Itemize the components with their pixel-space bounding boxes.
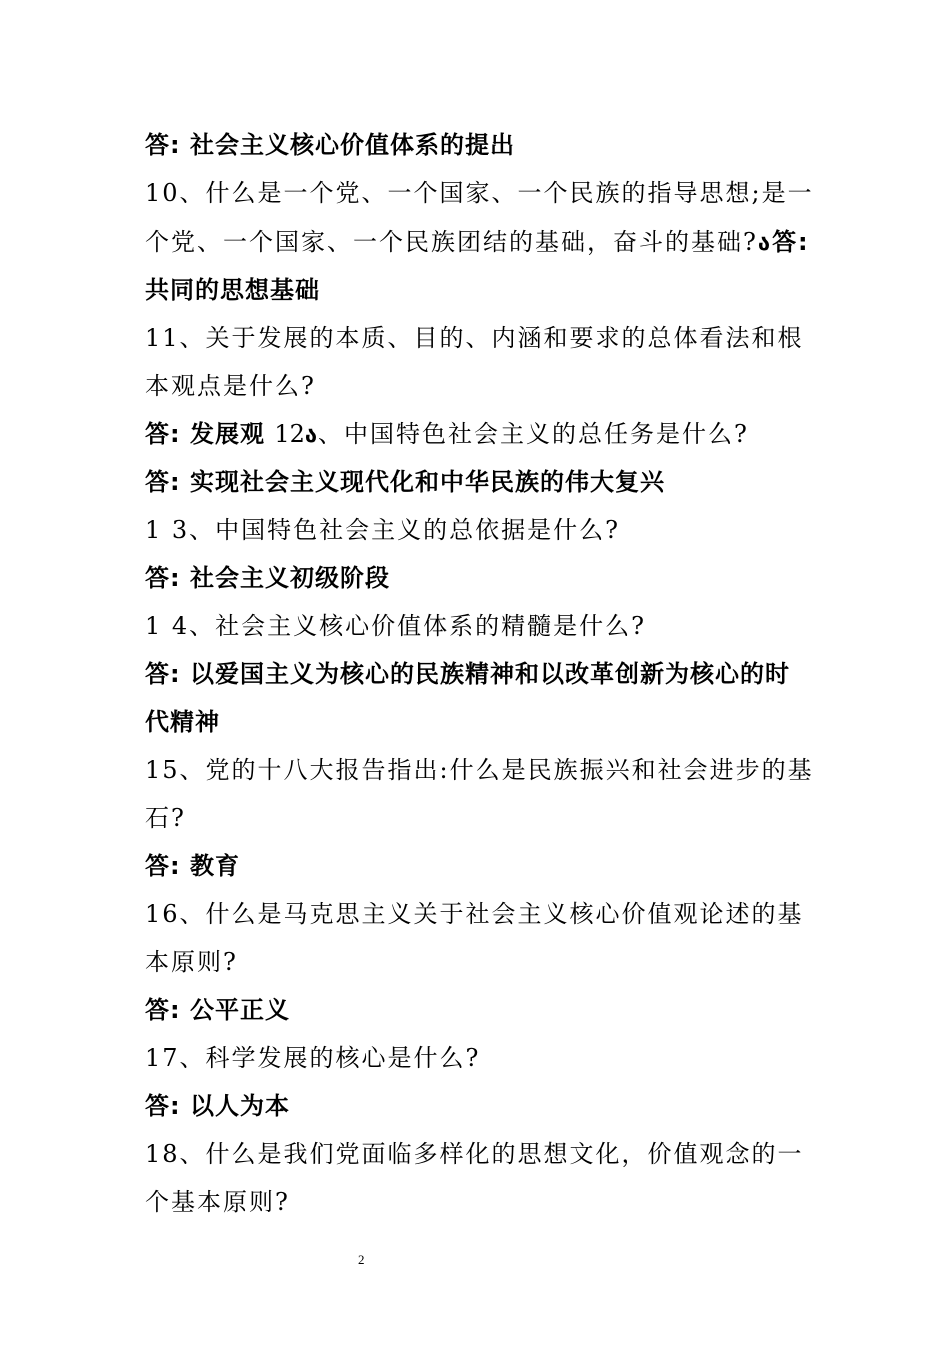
answer-line: 答: 公平正义 <box>145 996 290 1024</box>
question-line: 16、什么是马克思主义关于社会主义核心价值观论述的基 <box>145 900 804 928</box>
question-line: 石? <box>145 804 186 832</box>
question-line: 11、关于发展的本质、目的、内涵和要求的总体看法和根 <box>145 324 804 352</box>
question-text: 个党、一个国家、一个民族团结的基础，奋斗的基础? <box>145 228 758 256</box>
answer-line: 答: 实现社会主义现代化和中华民族的伟大复兴 <box>145 468 665 496</box>
question-line: 10、什么是一个党、一个国家、一个民族的指导思想;是一 <box>145 179 814 207</box>
glyph-mark: ა <box>304 423 319 448</box>
question-line: 1 3、中国特色社会主义的总依据是什么? <box>145 516 621 544</box>
page-number: 2 <box>358 1252 365 1267</box>
answer-text: 答: 发展观 <box>145 420 275 448</box>
question-line: 18、什么是我们党面临多样化的思想文化，价值观念的一 <box>145 1140 804 1168</box>
answer-line: 答: 社会主义核心价值体系的提出 <box>145 131 515 159</box>
question-line: 17、科学发展的核心是什么? <box>145 1044 481 1072</box>
answer-question-line <box>145 410 749 458</box>
question-line: 本观点是什么? <box>145 372 316 400</box>
question-line <box>145 218 810 266</box>
answer-line: 答: 以爱国主义为核心的民族精神和以改革创新为核心的时 <box>145 660 790 688</box>
answer-line: 答: 社会主义初级阶段 <box>145 564 390 592</box>
question-line: 本原则? <box>145 948 238 976</box>
question-line: 1 4、社会主义核心价值体系的精髓是什么? <box>145 612 647 640</box>
answer-label: 答: <box>772 228 810 256</box>
question-number: 12 <box>274 420 305 448</box>
answer-line: 答: 教育 <box>145 852 240 880</box>
question-text: 、中国特色社会主义的总任务是什么? <box>318 420 749 448</box>
glyph-mark: ა <box>757 231 773 256</box>
question-line: 个基本原则? <box>145 1188 290 1216</box>
answer-line: 答: 以人为本 <box>145 1092 290 1120</box>
answer-line: 共同的思想基础 <box>145 276 320 304</box>
question-line: 15、党的十八大报告指出:什么是民族振兴和社会进步的基 <box>145 756 814 784</box>
answer-line: 代精神 <box>145 708 220 736</box>
